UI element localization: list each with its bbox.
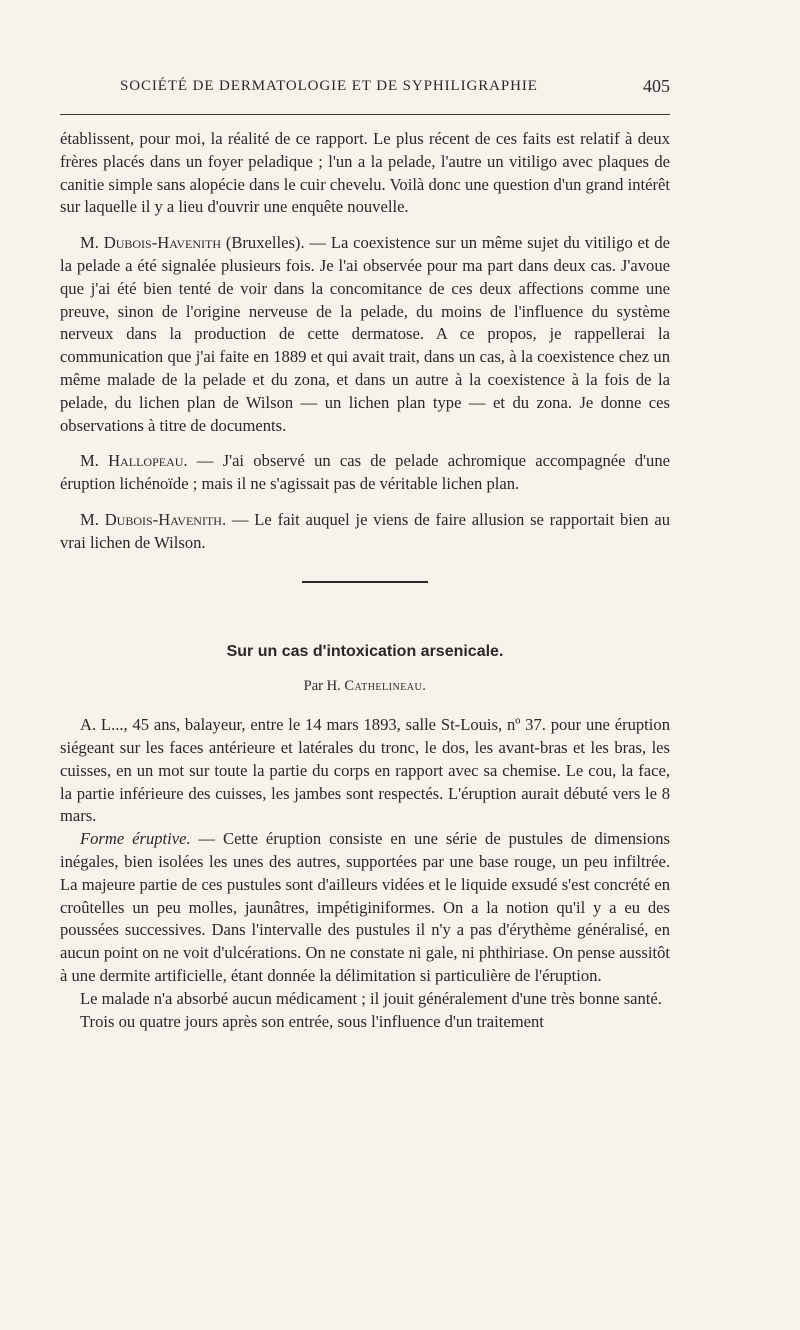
running-title: SOCIÉTÉ DE DERMATOLOGIE ET DE SYPHILIGRAPHIE <box>120 78 538 94</box>
paragraph-text: — Le fait auquel je viens de faire allusion se rapportait bien au vrai lichen de Wilson. <box>60 509 670 552</box>
speaker-name: M. Dubois-Havenith. <box>80 509 227 529</box>
paragraph-dubois-1 <box>60 232 670 437</box>
byline-prefix: Par H. <box>303 678 345 695</box>
running-head <box>60 76 670 102</box>
paragraph-continuation: établissent, pour moi, la réalité de ce rapport. Le plus récent de ces faits est relatif à deux frères placés dans un foyer peladique ; l'un a la pelade, l'autre un vitiligo avec plaques de canitie simple sans alopécie dans le cuir chevelu. Voilà donc une question d'un grand intérêt sur laquelle il y a lieu d'ouvrir une enquête nouvelle. <box>60 129 670 217</box>
article-paragraph-3: Le malade n'a absorbé aucun médicament ; il jouit généralement d'une très bonne santé. <box>80 988 662 1008</box>
paragraph-text: — J'ai observé un cas de pelade achromique accompagnée d'une éruption lichénoïde ; mais il ne s'agissait pas de véritable lichen plan. <box>60 451 670 494</box>
paragraph-text: — Cette éruption consiste en une série de pustules de dimensions inégales, bien isolées les unes des autres, supportées par une base rouge, un peu infiltrée. La majeure partie de ces pustules sont d'ailleurs vidées et le liquide exsudé s'est concrété en croûtelles un peu molles, jaunâtres, impétiginiformes. On a la notion qu'il y a eu des poussées successives. Dans l'intervalle des pustules il n'y a pas d'érythème généralisé, en aucun point on ne voit d'ulcérations. On ne constate ni gale, ni phthiriase. On pense aussitôt à une dermite artificielle, étant donnée la délimitation si particulière de l'éruption. <box>60 829 670 985</box>
article-paragraph-2 <box>60 828 670 988</box>
paragraph-hallopeau <box>60 450 670 496</box>
paragraph-text: (Bruxelles). — La coexistence sur un même sujet du vitiligo et de la pelade a été signalée plusieurs fois. Je l'ai observée pour ma part dans deux cas. J'avoue que j'ai été bien tenté de voir dans la concomitance de ces deux affections comme une preuve, sinon de l'origine nerveuse de la pelade, du moins de l'influence du système nerveux dans la production de cette dermatose. A ce propos, je rappellerai la communication que j'ai faite en 1889 et qui avait trait, dans un cas, à la coexistence chez un même malade de la pelade et du zona, et dans un autre à la coexistence à la fois de la pelade, du lichen plan de Wilson — un lichen plan type — et du zona. Je donne ces observations à titre de documents. <box>60 233 671 435</box>
body-text <box>60 128 670 1033</box>
speaker-name: M. Hallopeau. <box>80 451 188 471</box>
article-paragraph-4: Trois ou quatre jours après son entrée, sous l'influence d'un traitement <box>80 1011 544 1031</box>
article-paragraph-1: A. L..., 45 ans, balayeur, entre le 14 mars 1893, salle St-Louis, nº 37. pour une éruption siégeant sur les faces antérieure et latérales du tronc, le dos, les avant-bras et les bras, les cuisses, en un mot sur toute la partie du corps en rapport avec sa chemise. Le cou, la face, la partie inférieure des cuisses, les jambes sont respectés. L'éruption aurait débuté vers le 8 mars. <box>60 715 670 826</box>
paragraph-dubois-2 <box>60 509 670 555</box>
header-rule <box>60 114 670 115</box>
article-title: Sur un cas d'intoxication arsenicale. <box>226 642 504 660</box>
speaker-name: M. Dubois-Havenith <box>80 233 221 253</box>
italic-lead: Forme éruptive. <box>80 829 191 849</box>
page-number: 405 <box>643 76 670 96</box>
section-divider <box>302 581 428 583</box>
byline-author: Cathelineau. <box>344 678 427 695</box>
article-byline <box>60 675 670 698</box>
